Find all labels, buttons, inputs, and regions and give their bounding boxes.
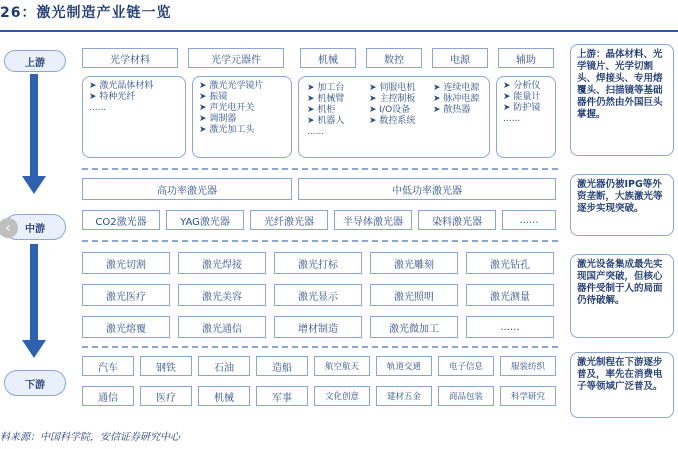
page-title: 26：激光制造产业链一览 (0, 5, 172, 21)
industry-item: 造船 (256, 356, 308, 376)
list-cnc (363, 79, 421, 131)
industry-item: 文化创意 (314, 386, 370, 406)
industry-item: 建材五金 (376, 386, 432, 406)
laser-type-box: CO2激光器 (82, 210, 160, 230)
upstream-header: 辅助 (498, 48, 554, 68)
list-item: ...... (89, 103, 107, 113)
note-equipment: 激光设备集成最先实现国产突破，但核心器件受制于人的局面仍待破解。 (570, 254, 674, 338)
arrow-down-icon (20, 244, 48, 360)
divider (82, 240, 558, 242)
list-optical-materials (82, 76, 186, 158)
machinery-group (298, 76, 490, 158)
industry-item: 军事 (256, 386, 308, 406)
upstream-header: 光学材料 (82, 48, 178, 68)
equipment-grid (82, 252, 558, 338)
equipment-item: 激光打标 (274, 252, 362, 274)
equipment-item: 激光显示 (274, 284, 362, 306)
industry-item: 医疗 (140, 386, 192, 406)
industry-item: 通信 (82, 386, 134, 406)
equipment-item: ...... (466, 316, 554, 338)
list-item: ...... (307, 127, 325, 137)
laser-type-box: 光纤激光器 (250, 210, 328, 230)
list-item: ➤ 激光光学镜片 (199, 81, 264, 91)
equipment-item: 增材制造 (274, 316, 362, 338)
divider (82, 346, 558, 348)
list-item: ➤ 振镜 (199, 92, 228, 102)
laser-type-box: YAG激光器 (166, 210, 244, 230)
list-item: ...... (503, 114, 521, 124)
stage-upstream: 上游 (4, 50, 66, 72)
laser-type-box: 半导体激光器 (334, 210, 412, 230)
source-note: 料来源：中国科学院，安信证券研究中心 (0, 432, 180, 443)
industry-item: 航空航天 (314, 356, 370, 376)
downstream-grid (82, 356, 558, 410)
equipment-item: 激光美容 (178, 284, 266, 306)
equipment-item: 激光雕刻 (370, 252, 458, 274)
stage-downstream: 下游 (4, 370, 66, 396)
list-power (427, 79, 485, 120)
divider (82, 168, 558, 170)
industry-item: 汽车 (82, 356, 134, 376)
list-item: ➤ 连续电源 (433, 83, 480, 93)
upstream-header: 机械 (300, 48, 356, 68)
list-item: ➤ 特种光纤 (89, 92, 136, 102)
list-item: ➤ 脉冲电源 (433, 94, 480, 104)
upstream-header: 光学元器件 (188, 48, 284, 68)
list-item: ➤ 激光晶体材料 (89, 81, 154, 91)
list-item: ➤ 机械臂 (307, 94, 345, 104)
note-upstream: 上游：晶体材料、光学镜片、光学切割头、焊接头、专用熔覆头、扫描镜等基础器件仍然由外国巨头掌握。 (570, 44, 674, 156)
industry-item: 轨道交通 (376, 356, 432, 376)
industry-item: 钢铁 (140, 356, 192, 376)
high-power-laser-box: 高功率激光器 (82, 178, 292, 200)
list-item: ➤ I/O设备 (369, 105, 411, 115)
upstream-header: 数控 (366, 48, 422, 68)
list-item: ➤ 防护镜 (503, 103, 541, 113)
equipment-item: 激光测量 (466, 284, 554, 306)
list-item: ➤ 机器人 (307, 116, 345, 126)
equipment-item: 激光钻孔 (466, 252, 554, 274)
list-item: ➤ 散热器 (433, 105, 471, 115)
note-midstream: 激光器仍被IPG等外资垄断，大族激光等逐步实现突破。 (570, 174, 674, 236)
laser-type-box: 染料激光器 (418, 210, 496, 230)
list-item: ➤ 调制器 (199, 114, 237, 124)
equipment-item: 激光通信 (178, 316, 266, 338)
list-item: ➤ 机柜 (307, 105, 336, 115)
note-downstream: 激光制程在下游逐步普及，率先在消费电子等领域广泛普及。 (570, 352, 674, 418)
equipment-item: 激光切割 (82, 252, 170, 274)
upstream-header: 电源 (432, 48, 488, 68)
list-machinery (301, 79, 350, 142)
list-item: ➤ 伺服电机 (369, 83, 416, 93)
equipment-item: 激光熔覆 (82, 316, 170, 338)
industry-item: 电子信息 (438, 356, 494, 376)
industry-item: 机械 (198, 386, 250, 406)
list-item: ➤ 数控系统 (369, 116, 416, 126)
industry-item: 科学研究 (500, 386, 556, 406)
low-power-laser-box: 中低功率激光器 (298, 178, 556, 200)
industry-item: 石油 (198, 356, 250, 376)
list-item: ➤ 分析仪 (503, 81, 541, 91)
list-item: ➤ 激光加工头 (199, 125, 255, 135)
industry-item: 商品包装 (438, 386, 494, 406)
equipment-item: 激光照明 (370, 284, 458, 306)
list-item: ➤ 加工台 (307, 83, 345, 93)
list-item: ➤ 声光电开关 (199, 103, 255, 113)
equipment-item: 激光焊接 (178, 252, 266, 274)
industry-item: 服装纺织 (500, 356, 556, 376)
laser-type-box: ...... (502, 210, 556, 230)
title-underline (0, 30, 678, 32)
stage-midstream: 中游 (4, 214, 66, 240)
list-auxiliary (496, 76, 556, 158)
arrow-down-icon (20, 74, 48, 196)
chevron-left-icon[interactable]: ‹ (0, 218, 18, 238)
equipment-item: 激光微加工 (370, 316, 458, 338)
list-item: ➤ 能量计 (503, 92, 541, 102)
equipment-item: 激光医疗 (82, 284, 170, 306)
list-item: ➤ 主控制板 (369, 94, 416, 104)
list-optical-components (192, 76, 292, 158)
